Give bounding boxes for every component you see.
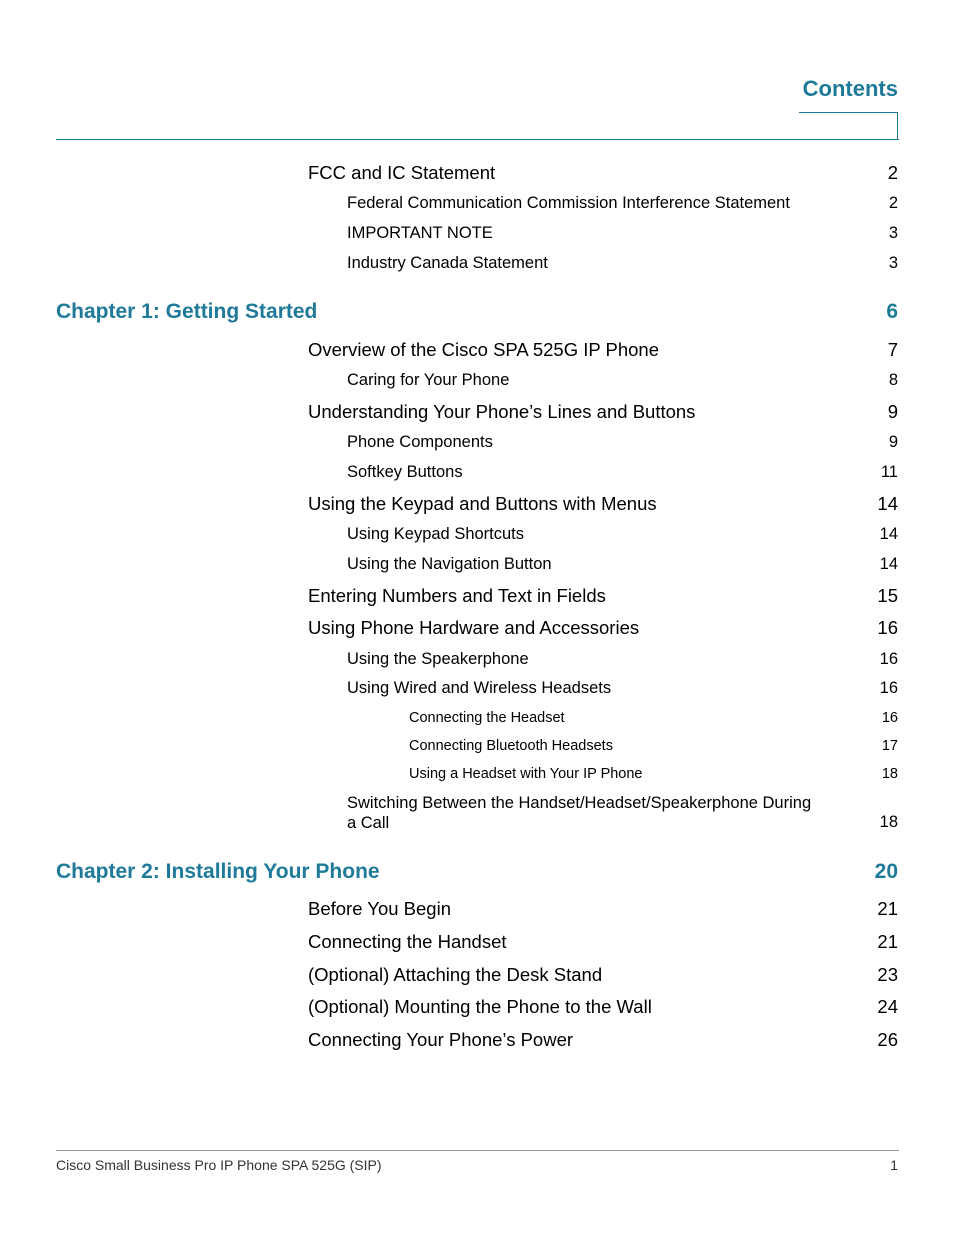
toc-entry-page: 23 <box>877 964 898 985</box>
toc-entry-label: Phone Components <box>347 433 493 451</box>
toc-entry-page: 16 <box>877 617 898 638</box>
toc-entry-label: Connecting the Headset <box>409 710 565 726</box>
toc-entry-page: 16 <box>879 650 898 668</box>
toc-entry-label: Overview of the Cisco SPA 525G IP Phone <box>308 339 660 360</box>
toc-entry-label: FCC and IC Statement <box>308 162 496 183</box>
toc-entry-label: Understanding Your Phone’s Lines and Buttons <box>308 401 696 422</box>
toc-entry-page: 18 <box>881 766 898 782</box>
toc-entry-page: 3 <box>888 224 898 242</box>
toc-entry-label: Using Phone Hardware and Accessories <box>308 617 640 638</box>
toc-entry-page: 9 <box>887 401 898 422</box>
toc-chapter-label: Chapter 1: Getting Started <box>56 300 318 323</box>
toc-entry-label: Switching Between the Handset/Headset/Speakerphone During a Call <box>347 794 812 832</box>
toc-entry-label: Caring for Your Phone <box>347 371 510 389</box>
toc-entry-label: Using a Headset with Your IP Phone <box>409 766 643 782</box>
toc-entry-page: 15 <box>877 585 898 606</box>
toc-chapter-page: 20 <box>874 860 898 883</box>
toc-entry-page: 16 <box>881 710 898 726</box>
toc-entry-label: Using the Keypad and Buttons with Menus <box>308 493 657 514</box>
title-underline-box <box>799 112 898 140</box>
toc-entry-page: 14 <box>879 555 898 573</box>
toc-entry-label: Connecting the Handset <box>308 931 507 952</box>
toc-entry-page: 2 <box>887 162 898 183</box>
footer-divider <box>56 1150 899 1151</box>
toc-entry-label: Connecting Bluetooth Headsets <box>409 738 613 754</box>
toc-chapter-page: 6 <box>886 300 898 323</box>
toc-entry-page: 9 <box>888 433 898 451</box>
toc-entry-label: Before You Begin <box>308 898 451 919</box>
toc-entry-page: 21 <box>877 931 898 952</box>
toc-entry-page: 24 <box>877 996 898 1017</box>
toc-entry-page: 16 <box>879 679 898 697</box>
toc-entry-page: 17 <box>881 738 898 754</box>
toc-entry-label: Connecting Your Phone’s Power <box>308 1029 574 1050</box>
toc-entry-label: (Optional) Attaching the Desk Stand <box>308 964 603 985</box>
toc-entry-page: 2 <box>888 194 898 212</box>
page-title: Contents <box>802 76 898 101</box>
toc-entry-label: Softkey Buttons <box>347 463 463 481</box>
toc-entry-page: 14 <box>877 493 898 514</box>
header-divider <box>56 139 899 140</box>
toc-entry-label: Industry Canada Statement <box>347 254 548 272</box>
toc-entry-page: 8 <box>888 371 898 389</box>
toc-entry-label: IMPORTANT NOTE <box>347 224 493 242</box>
toc-entry-label: Using Keypad Shortcuts <box>347 525 525 543</box>
toc-entry-page: 3 <box>888 254 898 272</box>
toc-chapter-label: Chapter 2: Installing Your Phone <box>56 860 380 883</box>
toc-entry[interactable] <box>0 793 954 835</box>
toc-entry-label: Using Wired and Wireless Headsets <box>347 679 612 697</box>
toc-entry-label: Using the Speakerphone <box>347 650 529 668</box>
toc-entry-page: 18 <box>879 813 898 831</box>
toc-entry-page: 14 <box>879 525 898 543</box>
toc-entry-label: Using the Navigation Button <box>347 555 552 573</box>
toc-entry-page: 21 <box>877 898 898 919</box>
footer-page-number: 1 <box>890 1157 898 1173</box>
toc-entry-label: Federal Communication Commission Interference Statement <box>347 194 790 212</box>
footer-document-title: Cisco Small Business Pro IP Phone SPA 525G (SIP) <box>56 1157 382 1173</box>
toc-entry-page: 11 <box>880 463 898 481</box>
toc-entry-page: 26 <box>877 1029 898 1050</box>
toc-entry-label: Entering Numbers and Text in Fields <box>308 585 606 606</box>
toc-entry-label: (Optional) Mounting the Phone to the Wall <box>308 996 652 1017</box>
toc-entry-page: 7 <box>887 339 898 360</box>
